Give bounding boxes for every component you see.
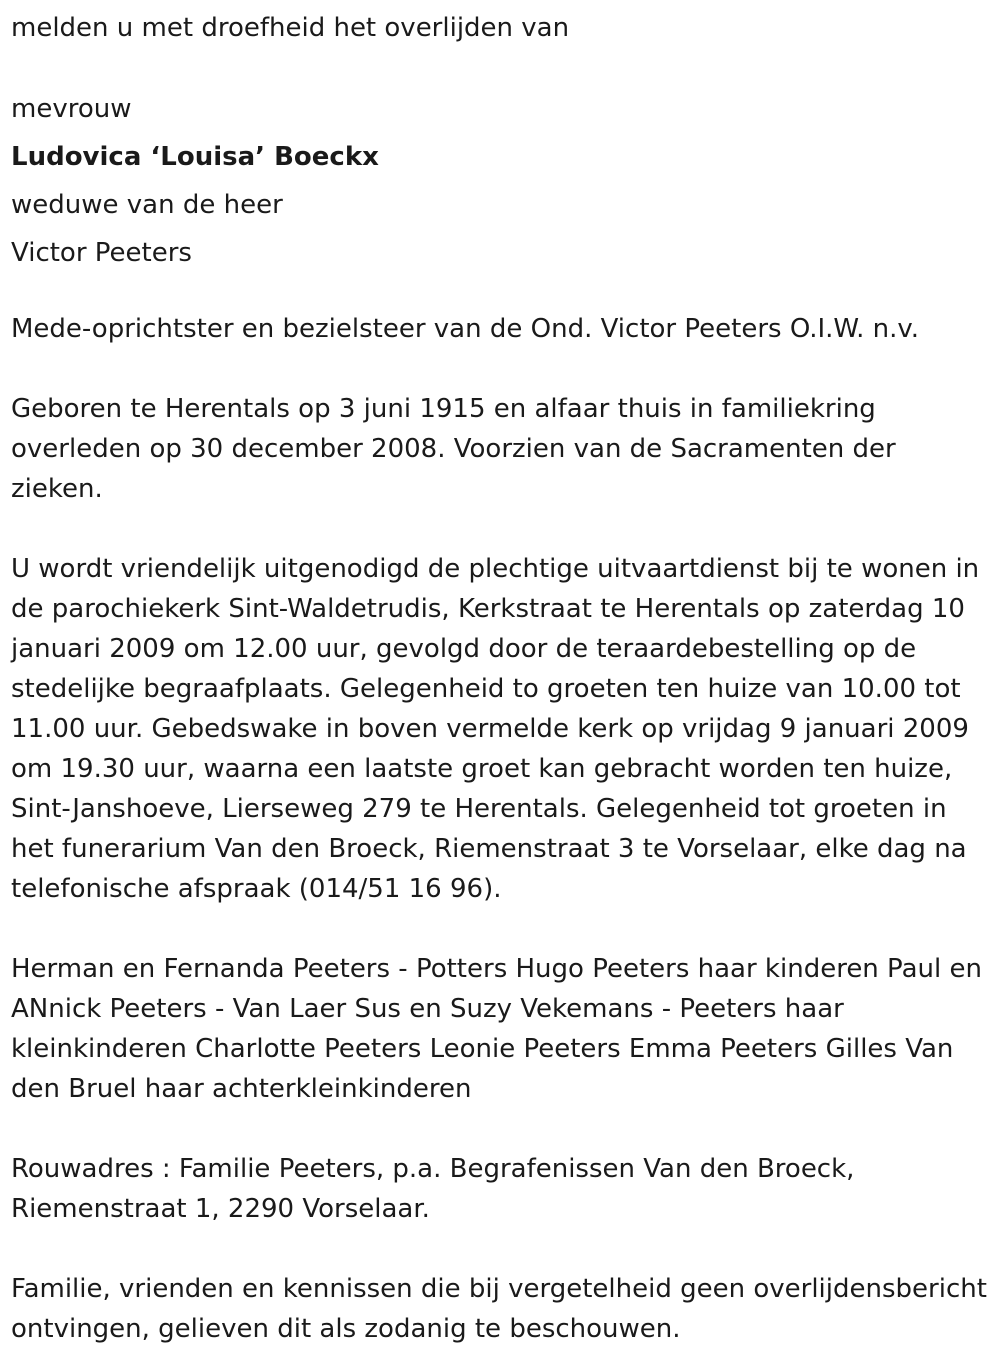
husband-name: Victor Peeters bbox=[11, 238, 192, 268]
address-paragraph: Rouwadres : Familie Peeters, p.a. Begrafenissen Van den Broeck, Riemenstraat 1, 2290 Vorselaar. bbox=[11, 1154, 855, 1224]
birth-death-paragraph: Geboren te Herentals op 3 juni 1915 en alfaar thuis in familiekring overleden op 30 december 2008. Voorzien van de Sacramenten der zieken. bbox=[11, 394, 896, 504]
family-paragraph: Herman en Fernanda Peeters - Potters Hugo Peeters haar kinderen Paul en ANnick Peeters - Van Laer Sus en Suzy Vekemans - Peeters haar kleinkinderen Charlotte Peeters Leonie Peeters Emma Peeters Gilles Van den Bruel haar achterkleinkinderen bbox=[11, 954, 982, 1104]
role-paragraph: Mede-oprichtster en bezielsteer van de Ond. Victor Peeters O.I.W. n.v. bbox=[11, 314, 920, 344]
intro-text: melden u met droefheid het overlijden van bbox=[11, 13, 570, 43]
deceased-name: Ludovica ‘Louisa’ Boeckx bbox=[11, 142, 379, 172]
honorific: mevrouw bbox=[11, 94, 132, 124]
funeral-paragraph: U wordt vriendelijk uitgenodigd de plechtige uitvaartdienst bij te wonen in de parochiekerk Sint-Waldetrudis, Kerkstraat te Herentals op zaterdag 10 januari 2009 om 12.00 uur, gevolgd door de teraardebestelling op de stedelijke begraafplaats. Gelegenheid to groeten ten huize van 10.00 tot 11.00 uur. Gebedswake in boven vermelde kerk op vrijdag 9 januari 2009 om 19.30 uur, waarna een laatste groet kan gebracht worden ten huize, Sint-Janshoeve, Lierseweg 279 te Herentals. Gelegenheid tot groeten in het funerarium Van den Broeck, Riemenstraat 3 te Vorselaar, elke dag na telefonische afspraak (014/51 16 96). bbox=[11, 554, 980, 904]
closing-paragraph: Familie, vrienden en kennissen die bij vergetelheid geen overlijdensbericht ontvingen, gelieven dit als zodanig te beschouwen. bbox=[11, 1274, 987, 1344]
widow-of-label: weduwe van de heer bbox=[11, 190, 283, 220]
